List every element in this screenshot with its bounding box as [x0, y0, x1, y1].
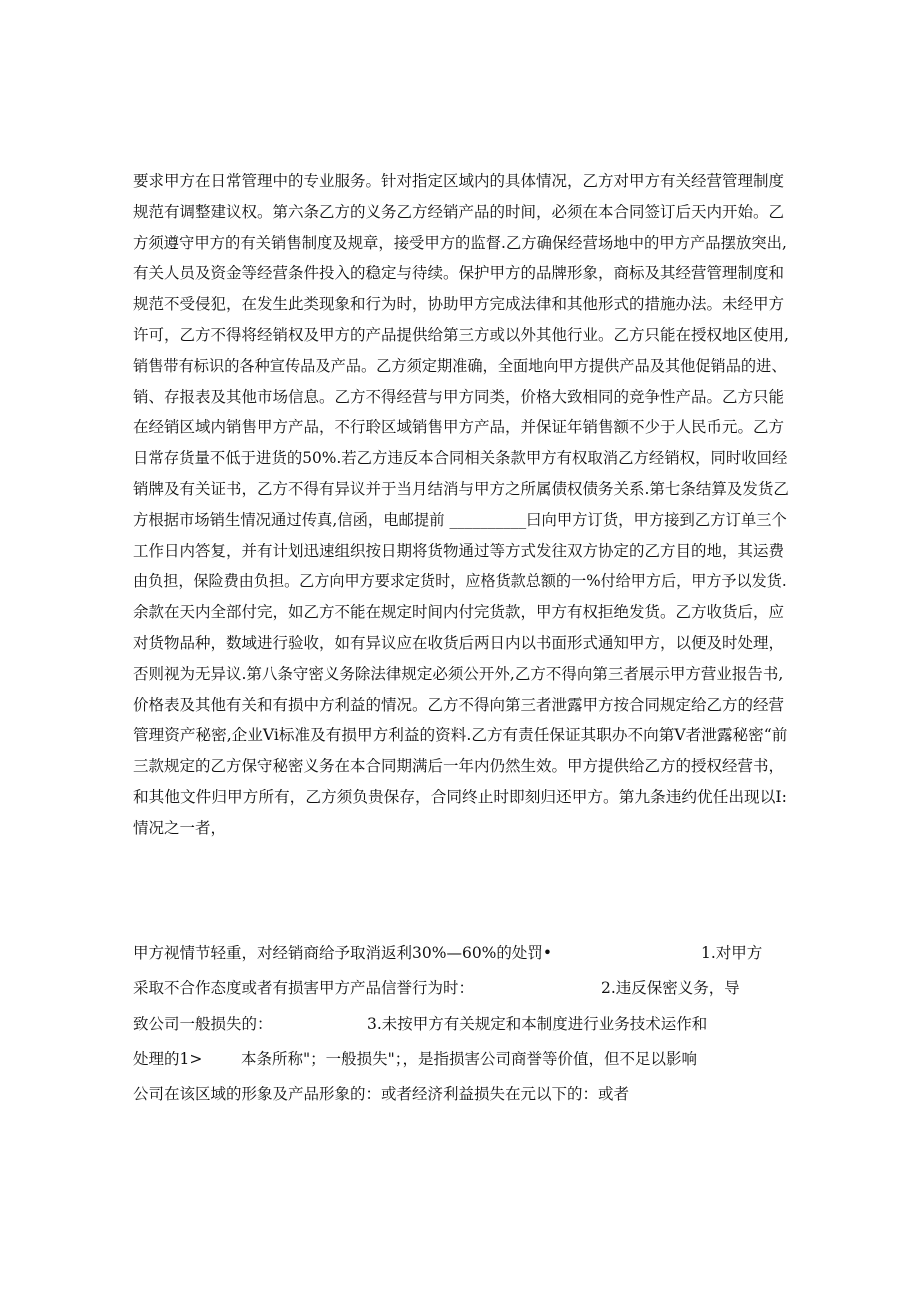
paragraph-line: 有关人员及资金等经营条件投入的稳定与待续。保护甲方的品牌形象，商标及其经营管理制度和: [133, 264, 785, 283]
paragraph-line: 销、存报表及其他市场信息。乙方不得经营与甲方同类，价格大致相同的竞争性产品。乙方只能: [133, 387, 785, 406]
paragraph-line: 三款规定的乙方保守秘密义务在本合同期满后一年内仍然生效。甲方提供给乙方的授权经营书，: [133, 757, 785, 776]
clause-1-number: 1.对甲方: [701, 944, 763, 962]
clause-5-text: 公司在该区域的形象及产品形象的：或者经济利益损失在元以下的：或者: [133, 1085, 630, 1103]
paragraph-line: 许可，乙方不得将经销权及甲方的产品提供给第三方或以外其他行业。乙方只能在授权地区使用,: [133, 326, 789, 344]
clause-2-number: 2.违反保密义务，导: [601, 979, 740, 997]
paragraph-line: 在经销区域内销售甲方产品，不行聆区域销售甲方产品，并保证年销售额不少于人民币元。乙方: [133, 418, 785, 437]
paragraph-line: 方须遵守甲方的有关销售制度及规章，接受甲方的监督.乙方确保经营场地中的甲方产品摆放突出,: [133, 233, 787, 252]
paragraph-line: 管理资产秘密,企业Vi标准及有损甲方利益的资料.乙方有责任保证其职办不向第V者泄露秘密“前: [133, 726, 788, 745]
clause-3-number: 3.未按甲方有关规定和本制度进行业务技术运作和: [367, 1015, 708, 1033]
clause-3-text: 致公司一般损失的：: [133, 1015, 273, 1033]
paragraph-line: 销牌及有关证书，乙方不得有异议并于当月结消与甲方之所属债权债务关系.第七条结算及发货乙: [133, 480, 789, 498]
clause-4-text: 处理的1>: [133, 1050, 203, 1068]
paragraph-line: 规范不受侵犯，在发生此类现象和行为时，协助甲方完成法律和其他形式的措施办法。未经甲方: [133, 295, 785, 314]
paragraph-line: 工作日内答复，并有计划迅速组织按日期将货物通过等方式发往双方协定的乙方目的地，其运费: [133, 541, 785, 560]
clause-2-text: 采取不合作态度或者有损害甲方产品信誉行为时：: [133, 979, 475, 997]
paragraph-line: 由负担，保险费由负担。乙方向甲方要求定货时，应格货款总额的一%付给甲方后，甲方予以发货.: [133, 572, 787, 591]
paragraph-line: 日常存货量不低于进货的50%.若乙方违反本合同相关条款甲方有权取消乙方经销权，同时收回经: [133, 449, 788, 468]
clause-line-5: [133, 1081, 793, 1107]
paragraph-line: 规范有调整建议权。第六条乙方的义务乙方经销产品的时间，必须在本合同签订后天内开始。乙: [133, 202, 785, 221]
paragraph-line: 销售带有标识的各种宣传品及产品。乙方须定期准确，全面地向甲方提供产品及其他促销品的进、: [133, 356, 787, 375]
paragraph-line: 方根据市场销生情况通过传真,信函，电邮提前 __________曰向甲方订货，甲方接到乙方订单三个: [133, 510, 787, 529]
paragraph-line: 否则视为无异议.第八条守密义务除法律规定必须公开外,乙方不得向第三者展示甲方营业报告书,: [133, 664, 784, 683]
paragraph-line: 和其他文件归甲方所有，乙方须负贵保存，合同终止时即刻归还甲方。第九条违约优任出现以I:: [133, 788, 787, 806]
clause-line-3: [133, 1011, 793, 1037]
paragraph-line: 价格表及其他有关和有损中方利益的情况。乙方不得向第三者泄露甲方按合同规定给乙方的经营: [133, 695, 785, 714]
clause-line-1: [133, 940, 793, 966]
clause-line-4: [133, 1046, 793, 1072]
clause-4-tail: 本条所称"；一般损失"；，是指损害公司商誉等价值，但不足以影响: [241, 1050, 698, 1068]
clause-line-2: [133, 975, 793, 1001]
paragraph-line: 情况之一者，: [133, 818, 227, 837]
paragraph-line: 对货物品种，数域进行验收，如有异议应在收货后两日内以书面形式通知甲方，以便及时处理，: [133, 634, 785, 652]
paragraph-line: 要求甲方在日常管理中的专业服务。针对指定区域内的具体情况，乙方对甲方有关经营管理制度: [133, 172, 785, 190]
paragraph-line: 余款在天内全部付完，如乙方不能在规定时间内付完货款，甲方有权拒绝发货。乙方收货后，应: [133, 603, 785, 622]
clause-1-text: 甲方视情节轻重，对经销商给予取消返利30%—60%的处罚•: [133, 944, 553, 962]
